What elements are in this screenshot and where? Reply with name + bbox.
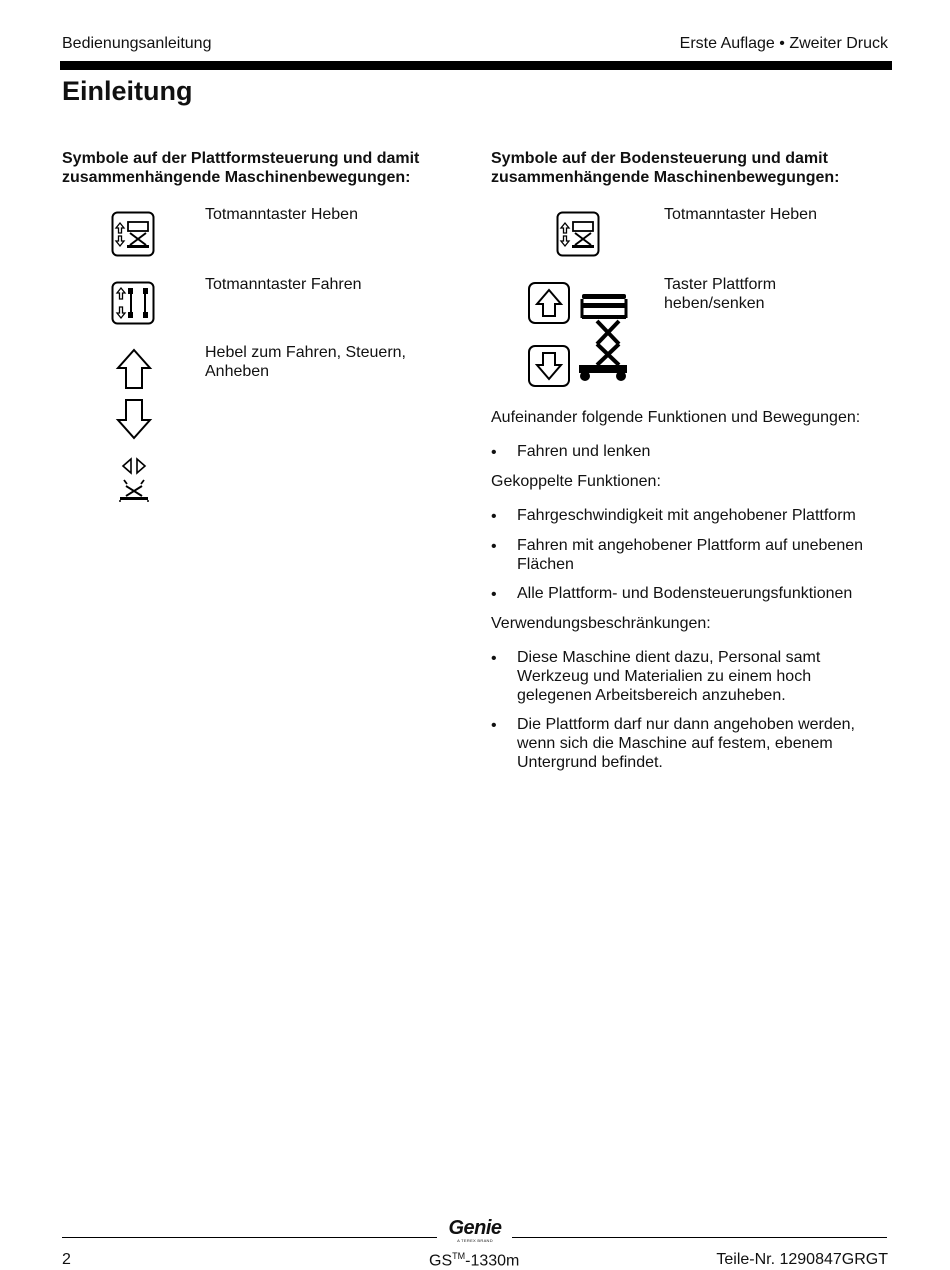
right-label-lift-enable: Totmanntaster Heben [664,206,817,223]
left-label-steer-lift: Hebel zum Fahren, Steuern, Anheben [205,344,406,380]
sequential-intro: Aufeinander folgende Funktionen und Bewegungen: [491,409,861,426]
left-label-lift-enable: Totmanntaster Heben [205,206,358,223]
left-section-title: Symbole auf der Plattformsteuerung und damit zusammenhängende Maschinenbewegungen: [62,150,420,186]
list-item: Fahren mit angehobener Plattform auf unebenen Flächen [517,537,864,573]
list-item: Die Plattform darf nur dann angehoben werden, wenn sich die Maschine auf festem, ebenem Untergrund befindet. [517,716,855,771]
page-title: Einleitung [62,76,193,106]
limits-intro: Verwendungsbeschränkungen: [491,615,711,632]
header-edition: Erste Auflage • Zweiter Druck [679,35,888,52]
right-section-title: Symbole auf der Bodensteuerung und damit zusammenhängende Maschinenbewegungen: [491,150,840,186]
footer-rule-right [512,1237,887,1238]
bullet-dot: • [491,538,497,555]
bullet-dot: • [491,586,497,603]
genie-logo: Genie A TEREX BRAND [448,1217,502,1243]
arrows-steer-lift-icon [115,348,153,508]
lift-enable-icon [556,211,600,257]
bullet-dot: • [491,444,497,461]
footer-rule-left [62,1237,437,1238]
left-label-drive-enable: Totmanntaster Fahren [205,276,362,293]
header-rule [60,61,892,70]
list-item: Alle Plattform- und Bodensteuerungsfunktionen [517,585,853,602]
list-item: Fahrgeschwindigkeit mit angehobener Plattform [517,507,856,524]
footer-page-number: 2 [62,1251,71,1268]
footer-part-number: Teile-Nr. 1290847GRGT [716,1251,888,1268]
list-item: Diese Maschine dient dazu, Personal samt Werkzeug und Materialien zu einem hoch gelegenen Arbeitsbereich anzuheben. [517,649,821,704]
right-label-platform-up-down: Taster Plattform heben/senken [664,276,777,312]
bullet-dot: • [491,717,497,734]
bullet-dot: • [491,508,497,525]
header-manual-title: Bedienungsanleitung [62,35,212,52]
bullet-dot: • [491,650,497,667]
footer-model: GS™-1330m [429,1251,520,1270]
coupled-intro: Gekoppelte Funktionen: [491,473,661,490]
platform-up-down-icon [527,281,629,389]
list-item: Fahren und lenken [517,443,651,460]
lift-enable-icon [111,211,155,257]
drive-enable-icon [111,281,155,325]
